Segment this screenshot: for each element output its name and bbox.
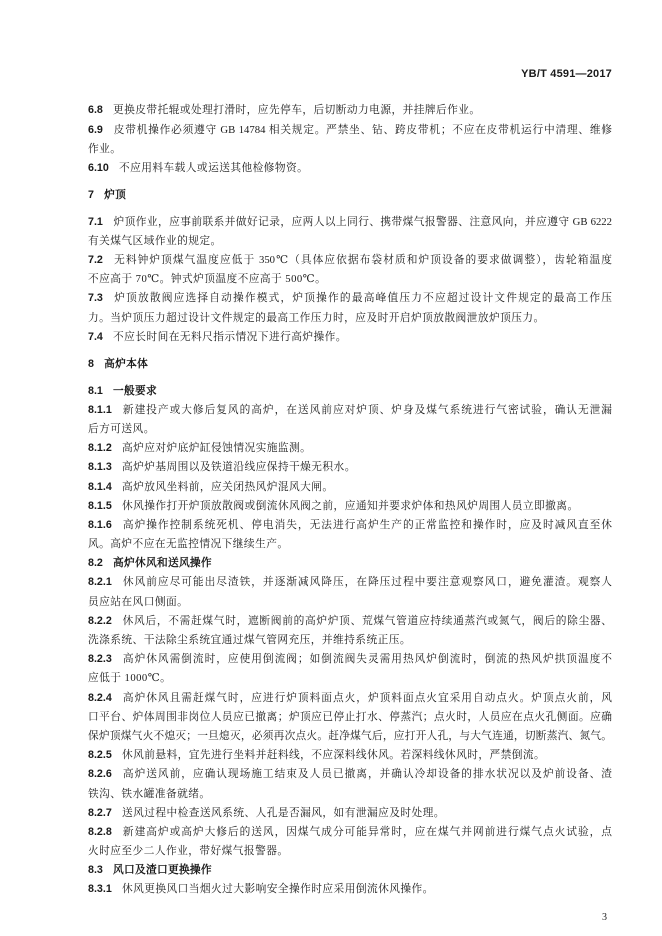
document-body [88,101,612,899]
section-heading-8-1 [88,382,612,401]
clause-line: 风。高炉不应在无监控情况下继续生产。 [88,538,289,551]
clause-text: 休风后，不需赶煤气时，遮断阀前的高炉炉顶、荒煤气管道应持续通蒸汽或氮气，阀后的除尘器、 [121,614,612,627]
clause-line [88,458,612,477]
clause-number: 6.10 [88,161,109,174]
clause-text: 无料钟炉顶煤气温度应低于 350℃（具体应依据布袋材质和炉顶设备的要求做调整），齿轮箱温度 [113,254,612,267]
clause-text: 不应长时间在无料尺指示情况下进行高炉操作。 [113,330,347,343]
clause-text: 新建高炉或高炉大修后的送风，因煤气成分可能异常时，应在煤气并网前进行煤气点火试验，点 [121,825,612,838]
clause-text: 送风过程中检查送风系统、人孔是否漏风，如有泄漏应及时处理。 [121,806,445,819]
heading-title: 炉顶 [104,189,127,202]
clause-line: 有关煤气区域作业的规定。 [88,234,222,247]
clause-line [88,650,612,669]
clause-number: 8.1.5 [88,499,112,512]
heading-number: 8.3 [88,864,103,877]
heading-title: 风口及渣口更换操作 [113,864,212,877]
clause-line: 员应站在风口侧面。 [88,595,189,608]
clause-text: 更换皮带托辊或处理打滑时，应先停车，后切断动力电源，并挂牌后作业。 [113,104,481,117]
heading-number: 8.2 [88,557,103,570]
clause-8-1-3 [88,458,612,477]
heading-title: 高炉休风和送风操作 [113,557,212,570]
clause-line [88,573,612,592]
clause-text: 皮带机操作必须遵守 GB 14784 相关规定。严禁坐、钻、跨皮带机；不应在皮带机运行中清理、维修 [113,123,612,136]
clause-line [88,746,612,765]
clause-line [88,251,612,270]
clause-line [88,516,612,535]
page-number: 3 [602,912,607,923]
clause-8-1-2 [88,439,612,458]
clause-text: 高炉送风前，应确认现场施工结束及人员已撤离，并确认冷却设备的排水状况以及炉前设备、渣 [121,768,612,781]
clause-text: 高炉休风需倒流时，应使用倒流阀；如倒流阀失灵需用热风炉倒流时，倒流的热风炉拱顶温度不 [121,653,612,666]
clause-line: 力。当炉顶压力超过设计文件规定的最高工作压力时，应及时开启炉顶放散阀泄放炉顶压力。 [88,311,545,324]
clause-number: 7.2 [88,254,103,267]
clause-8-2-2 [88,612,612,650]
clause-line [88,213,612,232]
clause-line [88,823,612,842]
clause-line [88,880,612,899]
clause-text: 高炉应对炉底炉缸侵蚀情况实施监测。 [121,442,312,455]
clause-number: 7.3 [88,292,103,305]
clause-number: 8.2.4 [88,691,112,704]
clause-number: 8.2.3 [88,653,112,666]
clause-line [88,804,612,823]
clause-7-2 [88,251,612,289]
clause-8-2-1 [88,573,612,611]
clause-line: 保炉顶煤气火不熄灭；一旦熄灭，必须再次点火。赶净煤气后，应打开人孔，与大气连通，切断蒸汽、氮气。 [88,729,612,742]
clause-line: 应低于 1000℃。 [88,672,172,685]
clause-7-4 [88,328,612,347]
clause-8-2-3 [88,650,612,688]
section-heading-8-2 [88,554,612,573]
clause-number: 8.1.3 [88,461,112,474]
clause-number: 8.2.2 [88,614,112,627]
clause-line: 洗涤系统、干法除尘系统宜通过煤气管网充压，并维持系统正压。 [88,634,411,647]
clause-8-2-6 [88,765,612,803]
clause-line: 铁沟、铁水罐准备就绪。 [88,787,211,800]
clause-line [88,439,612,458]
clause-text: 休风前应尽可能出尽渣铁，并逐渐减风降压，在降压过程中要注意观察风口，避免灌渣。观察人 [121,576,612,589]
clause-7-3 [88,289,612,327]
clause-8-2-4 [88,689,612,747]
clause-number: 8.1.6 [88,518,112,531]
clause-8-1-1 [88,401,612,439]
clause-line [88,689,612,708]
clause-text: 休风前悬料，宜先进行坐料并赶料线，不应深料线休风。若深料线休风时，严禁倒流。 [121,749,546,762]
clause-text: 高炉操作控制系统死机、停电消失，无法进行高炉生产的正常监控和操作时，应及时减风直至休 [121,518,612,531]
clause-text: 休风更换风口当烟火过大影响安全操作时应采用倒流休风操作。 [121,883,434,896]
clause-number: 7.1 [88,215,103,228]
clause-text: 不应用料车载人或运送其他检修物资。 [118,161,309,174]
clause-line [88,401,612,420]
clause-text: 炉顶放散阀应选择自动操作模式，炉顶操作的最高峰值压力不应超过设计文件规定的最高工作压 [113,292,612,305]
clause-number: 8.2.1 [88,576,112,589]
clause-line [88,159,612,178]
clause-text: 高炉放风坐料前，应关闭热风炉混风大闸。 [121,480,334,493]
clause-number: 8.2.7 [88,806,112,819]
clause-line: 作业。 [88,142,122,155]
clause-7-1 [88,213,612,251]
clause-6-8 [88,101,612,120]
clause-number: 8.3.1 [88,883,112,896]
clause-number: 8.1.1 [88,403,112,416]
clause-6-9 [88,121,612,159]
clause-number: 6.9 [88,123,103,136]
clause-6-10 [88,159,612,178]
clause-line [88,328,612,347]
section-heading-8-3 [88,861,612,880]
clause-number: 8.2.8 [88,825,112,838]
clause-text: 炉顶作业，应事前联系并做好记录，应两人以上同行、携带煤气报警器、注意风向，并应遵守 GB 6222 [113,215,612,228]
clause-line [88,497,612,516]
clause-number: 8.1.4 [88,480,112,493]
chapter-heading-8 [88,355,612,374]
heading-number: 8.1 [88,384,103,397]
heading-number: 8 [88,358,94,371]
clause-line [88,612,612,631]
clause-line [88,101,612,120]
clause-line [88,289,612,308]
clause-text: 高炉炉基周围以及铁道沿线应保持干燥无积水。 [121,461,356,474]
heading-title: 高炉本体 [104,358,149,371]
clause-number: 7.4 [88,330,103,343]
clause-8-2-7 [88,804,612,823]
clause-8-1-5 [88,497,612,516]
clause-text: 休风操作打开炉顶放散阀或倒流休风阀之前，应通知并要求炉体和热风炉周围人员立即撤离。 [121,499,579,512]
clause-number: 8.1.2 [88,442,112,455]
clause-text: 新建投产或大修后复风的高炉，在送风前应对炉顶、炉身及煤气系统进行气密试验，确认无泄漏 [121,403,612,416]
clause-8-3-1 [88,880,612,899]
clause-8-2-5 [88,746,612,765]
clause-line [88,121,612,140]
heading-title: 一般要求 [113,384,157,397]
clause-line [88,478,612,497]
heading-number: 7 [88,189,94,202]
chapter-heading-7 [88,186,612,205]
clause-line [88,765,612,784]
standard-code-header: YB/T 4591—2017 [521,68,612,80]
clause-number: 8.2.5 [88,749,112,762]
clause-8-1-6 [88,516,612,554]
clause-8-2-8 [88,823,612,861]
clause-number: 8.2.6 [88,768,112,781]
clause-line: 火时应至少二人作业，带好煤气报警器。 [88,845,289,858]
clause-number: 6.8 [88,104,103,117]
clause-line: 口平台、炉体周围非岗位人员应已撤离；炉顶应已停止打水、停蒸汽；点火时，人员应在点火孔侧面。应确 [88,710,612,723]
clause-line: 不应高于 70℃。钟式炉顶温度不应高于 500℃。 [88,273,327,286]
clause-8-1-4 [88,478,612,497]
clause-line: 后方可送风。 [88,422,155,435]
clause-text: 高炉休风且需赶煤气时，应进行炉顶料面点火，炉顶料面点火宜采用自动点火。炉顶点火前，风 [121,691,612,704]
